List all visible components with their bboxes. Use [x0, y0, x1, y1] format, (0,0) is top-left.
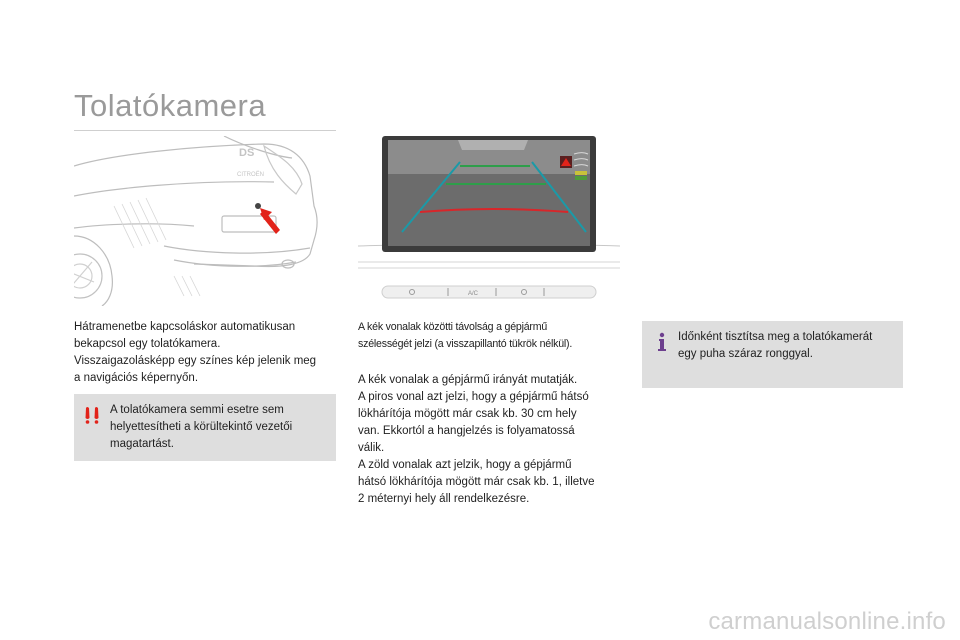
tip-text — [678, 329, 893, 363]
warning-exclamation-icon — [84, 404, 104, 426]
camera-screen-illustration — [358, 128, 620, 308]
intro-line: a navigációs képernyőn. — [74, 372, 199, 384]
screen-note-line: A kék vonalak közötti távolság a gépjármű — [358, 321, 548, 333]
warning-line: A tolatókamera semmi esetre sem — [110, 404, 284, 416]
description-line: A kék vonalak a gépjármű irányát mutatják. — [358, 374, 578, 386]
warning-line: helyettesítheti a körültekintő vezetői — [110, 421, 293, 433]
guide-lines-description — [358, 372, 620, 508]
title-divider — [74, 130, 336, 131]
info-icon — [652, 331, 672, 353]
climate-control-panel — [382, 286, 596, 298]
ac-button-label: A/C — [468, 291, 479, 297]
car-rear-illustration — [74, 136, 336, 306]
watermark: carmanualsonline.info — [708, 608, 946, 635]
description-line: A zöld vonalak azt jelzik, hogy a gépjármű — [358, 459, 572, 471]
svg-text:DS: DS — [239, 147, 255, 159]
intro-line: Hátramenetbe kapcsoláskor automatikusan — [74, 321, 296, 333]
svg-text:CITROËN: CITROËN — [237, 172, 264, 178]
description-line: A piros vonal azt jelzi, hogy a gépjármű hátsó — [358, 391, 589, 403]
screen-note — [358, 319, 620, 353]
description-line: hátsó lökhárítója mögött már csak kb. 1, illetve — [358, 476, 595, 488]
description-line: válik. — [358, 442, 385, 454]
tip-line: Időnként tisztítsa meg a tolatókamerát — [678, 331, 873, 343]
intro-text — [74, 319, 336, 387]
screen-note-line: szélességét jelzi (a visszapillantó tükrök nélkül). — [358, 338, 573, 350]
warning-box — [74, 394, 336, 461]
description-line: van. Ekkortól a hangjelzés is folyamatossá — [358, 425, 575, 437]
tip-line: egy puha száraz ronggyal. — [678, 348, 813, 360]
intro-line: Visszaigazolásképp egy színes kép jelenik meg — [74, 355, 317, 367]
tip-box — [642, 321, 903, 388]
warning-line: magatartást. — [110, 438, 174, 450]
description-line: 2 méternyi hely áll rendelkezésre. — [358, 493, 530, 505]
intro-line: bekapcsol egy tolatókamera. — [74, 338, 221, 350]
description-line: lökhárítója mögött már csak kb. 30 cm hely — [358, 408, 577, 420]
page-title: Tolatókamera — [74, 88, 267, 123]
warning-text — [110, 402, 326, 453]
